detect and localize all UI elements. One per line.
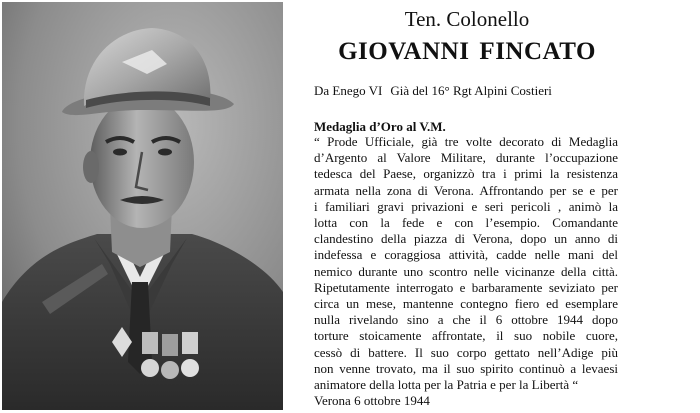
citation-line: nulla rivelando sino a che il 6 ottobre 1944 dopo: [314, 312, 618, 328]
rank-title: Ten. Colonello: [404, 7, 530, 31]
first-name: GIOVANNI: [338, 38, 470, 65]
citation-line: torture stoicamente affrontate, il suo nobile cuore,: [314, 328, 618, 344]
citation-line: Ripetutamente interrogato e barbaramente seviziato per: [314, 279, 618, 295]
portrait-photo: [2, 2, 283, 410]
citation-line: nemico durante uno scontro nelle vicinanze della città.: [314, 263, 618, 279]
citation-line: non venne trovato, ma il suo spirito continuò a levaesi: [314, 360, 618, 376]
citation-line: indefessa e coraggiosa attività, cadde nelle mani del: [314, 247, 618, 263]
citation-line: animatore della lotta per la Patria e per la Libertà “: [314, 377, 579, 393]
citation-line: armata nella zona di Verona. Affrontando per se e per: [314, 182, 618, 198]
citation-line: “ Prode Ufficiale, già tre volte decorato di Medaglia: [314, 134, 618, 149]
portrait-illustration: [2, 2, 283, 410]
origin-line: [314, 82, 552, 99]
citation-line: d’Argento al Valore Militare, durante l’occupazione: [314, 150, 618, 166]
citation-line: tedesca del Paese, organizzò tra i primi la resistenza: [314, 166, 618, 182]
origin-town: Da Enego VI: [314, 83, 383, 98]
citation-line: clandestino della piazza di Verona, dopo un anno di: [314, 231, 618, 247]
person-name: [312, 37, 622, 67]
citation-line: lotta con la fede e con l’esempio. Comandante: [314, 215, 618, 231]
citation-text: [314, 134, 618, 409]
origin-unit: Già del 16° Rgt Alpini Costieri: [390, 83, 552, 98]
medal-title: Medaglia d’Oro al V.M.: [314, 119, 446, 134]
citation-line: circa un mese, mantenne contegno fiero ed esemplare: [314, 296, 618, 312]
last-name: FINCATO: [479, 38, 596, 65]
citation-date: Verona 6 ottobre 1944: [314, 393, 430, 409]
citation-line: i familiari gravi privazioni e seri pericoli , animò la: [314, 198, 618, 214]
citation-line: cessò di battere. Il suo corpo gettato nell’Adige più: [314, 344, 618, 360]
